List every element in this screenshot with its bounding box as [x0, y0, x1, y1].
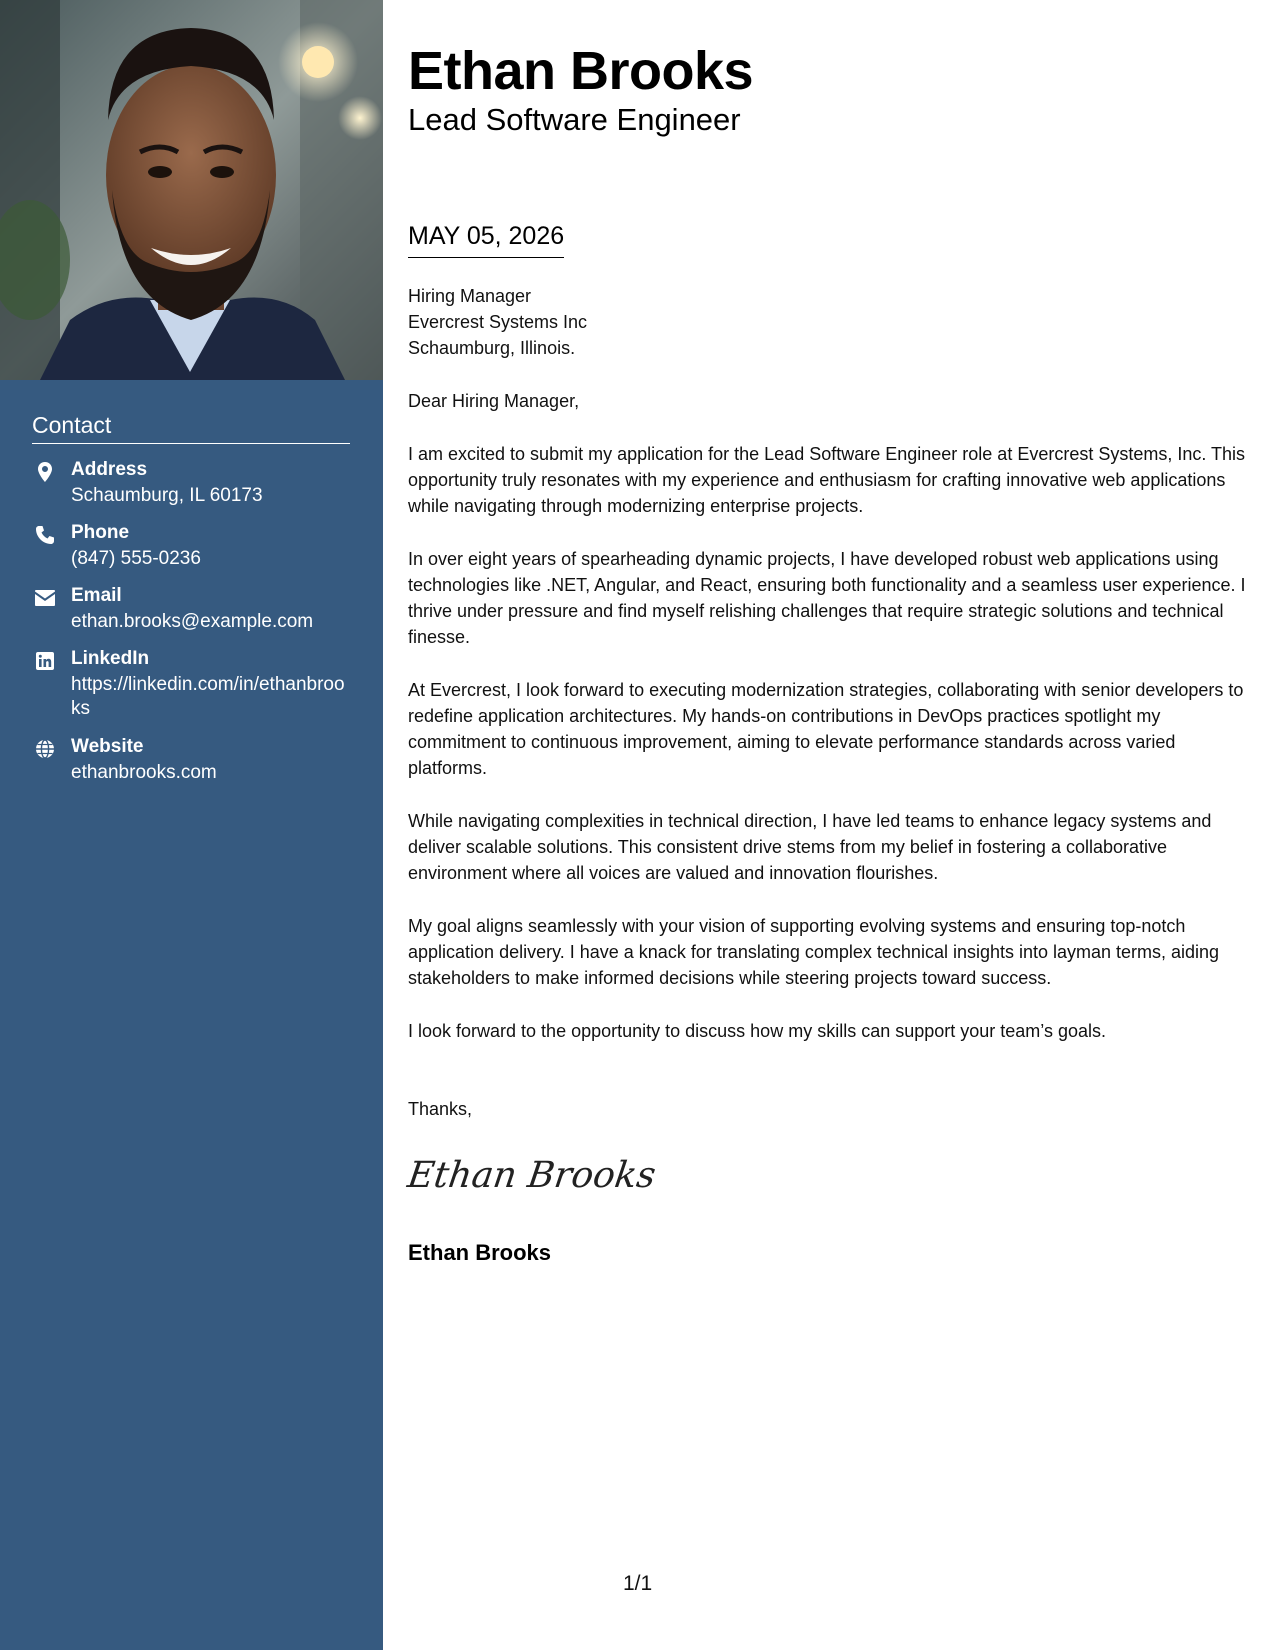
applicant-role: Lead Software Engineer: [408, 102, 741, 137]
email-value: ethan.brooks@example.com: [71, 611, 314, 632]
address-value: Schaumburg, IL 60173: [71, 485, 263, 506]
paragraph: In over eight years of spearheading dynamic projects, I have developed robust web applications using technologies like .NET, Angular, and React, ensuring both functionality and a seamless user experience. I thrive under pressure and find myself relishing challenges that require strategic solutions and technical finesse.: [408, 549, 1246, 647]
closing: Thanks,: [408, 1099, 473, 1119]
globe-icon: [32, 738, 58, 760]
linkedin-label: LinkedIn: [71, 648, 150, 669]
recipient-block: [408, 283, 587, 361]
salutation: Dear Hiring Manager,: [408, 391, 580, 411]
phone-label: Phone: [71, 522, 130, 543]
address-label: Address: [71, 459, 148, 480]
envelope-icon: [32, 587, 58, 609]
signature: Ethan Brooks: [405, 1155, 659, 1196]
recipient-location: Schaumburg, Illinois.: [408, 338, 576, 358]
sidebar: [0, 0, 383, 1650]
profile-photo: [0, 0, 383, 380]
letter-date: MAY 05, 2026: [408, 222, 564, 258]
page-number: 1/1: [623, 1572, 653, 1595]
paragraph: I am excited to submit my application for the Lead Software Engineer role at Evercrest Systems, Inc. This opportunity truly resonates with my experience and enthusiasm for crafting innovative web applications while navigating through modernizing enterprise projects.: [408, 444, 1246, 516]
website-label: Website: [71, 736, 144, 757]
linkedin-icon: [32, 650, 58, 672]
letter-body: [408, 388, 1248, 1071]
signed-name: Ethan Brooks: [408, 1240, 552, 1265]
paragraph: I look forward to the opportunity to discuss how my skills can support your team’s goals.: [408, 1021, 1106, 1041]
contact-heading: Contact: [32, 412, 350, 444]
phone-value: (847) 555-0236: [71, 548, 201, 569]
recipient-title: Hiring Manager: [408, 286, 532, 306]
applicant-name: Ethan Brooks: [408, 41, 754, 101]
email-label: Email: [71, 585, 122, 606]
map-pin-icon: [32, 461, 58, 483]
paragraph: While navigating complexities in technical direction, I have led teams to enhance legacy systems and deliver scalable solutions. This consistent drive stems from my belief in fostering a collaborative environment where all voices are valued and innovation flourishes.: [408, 811, 1212, 883]
phone-icon: [32, 524, 58, 546]
paragraph: At Evercrest, I look forward to executing modernization strategies, collaborating with senior developers to redefine application architectures. My hands-on contributions in DevOps practices spotlight my commitment to continuous improvement, aiming to elevate performance standards across varied platforms.: [408, 680, 1244, 778]
linkedin-value[interactable]: https://linkedin.com/in/ethanbrooks: [71, 674, 345, 719]
paragraph: My goal aligns seamlessly with your vision of supporting evolving systems and ensuring top-notch application delivery. I have a knack for translating complex technical insights into layman terms, aiding stakeholders to make informed decisions while steering projects toward success.: [408, 916, 1220, 988]
recipient-company: Evercrest Systems Inc: [408, 312, 588, 332]
website-value[interactable]: ethanbrooks.com: [71, 762, 217, 783]
